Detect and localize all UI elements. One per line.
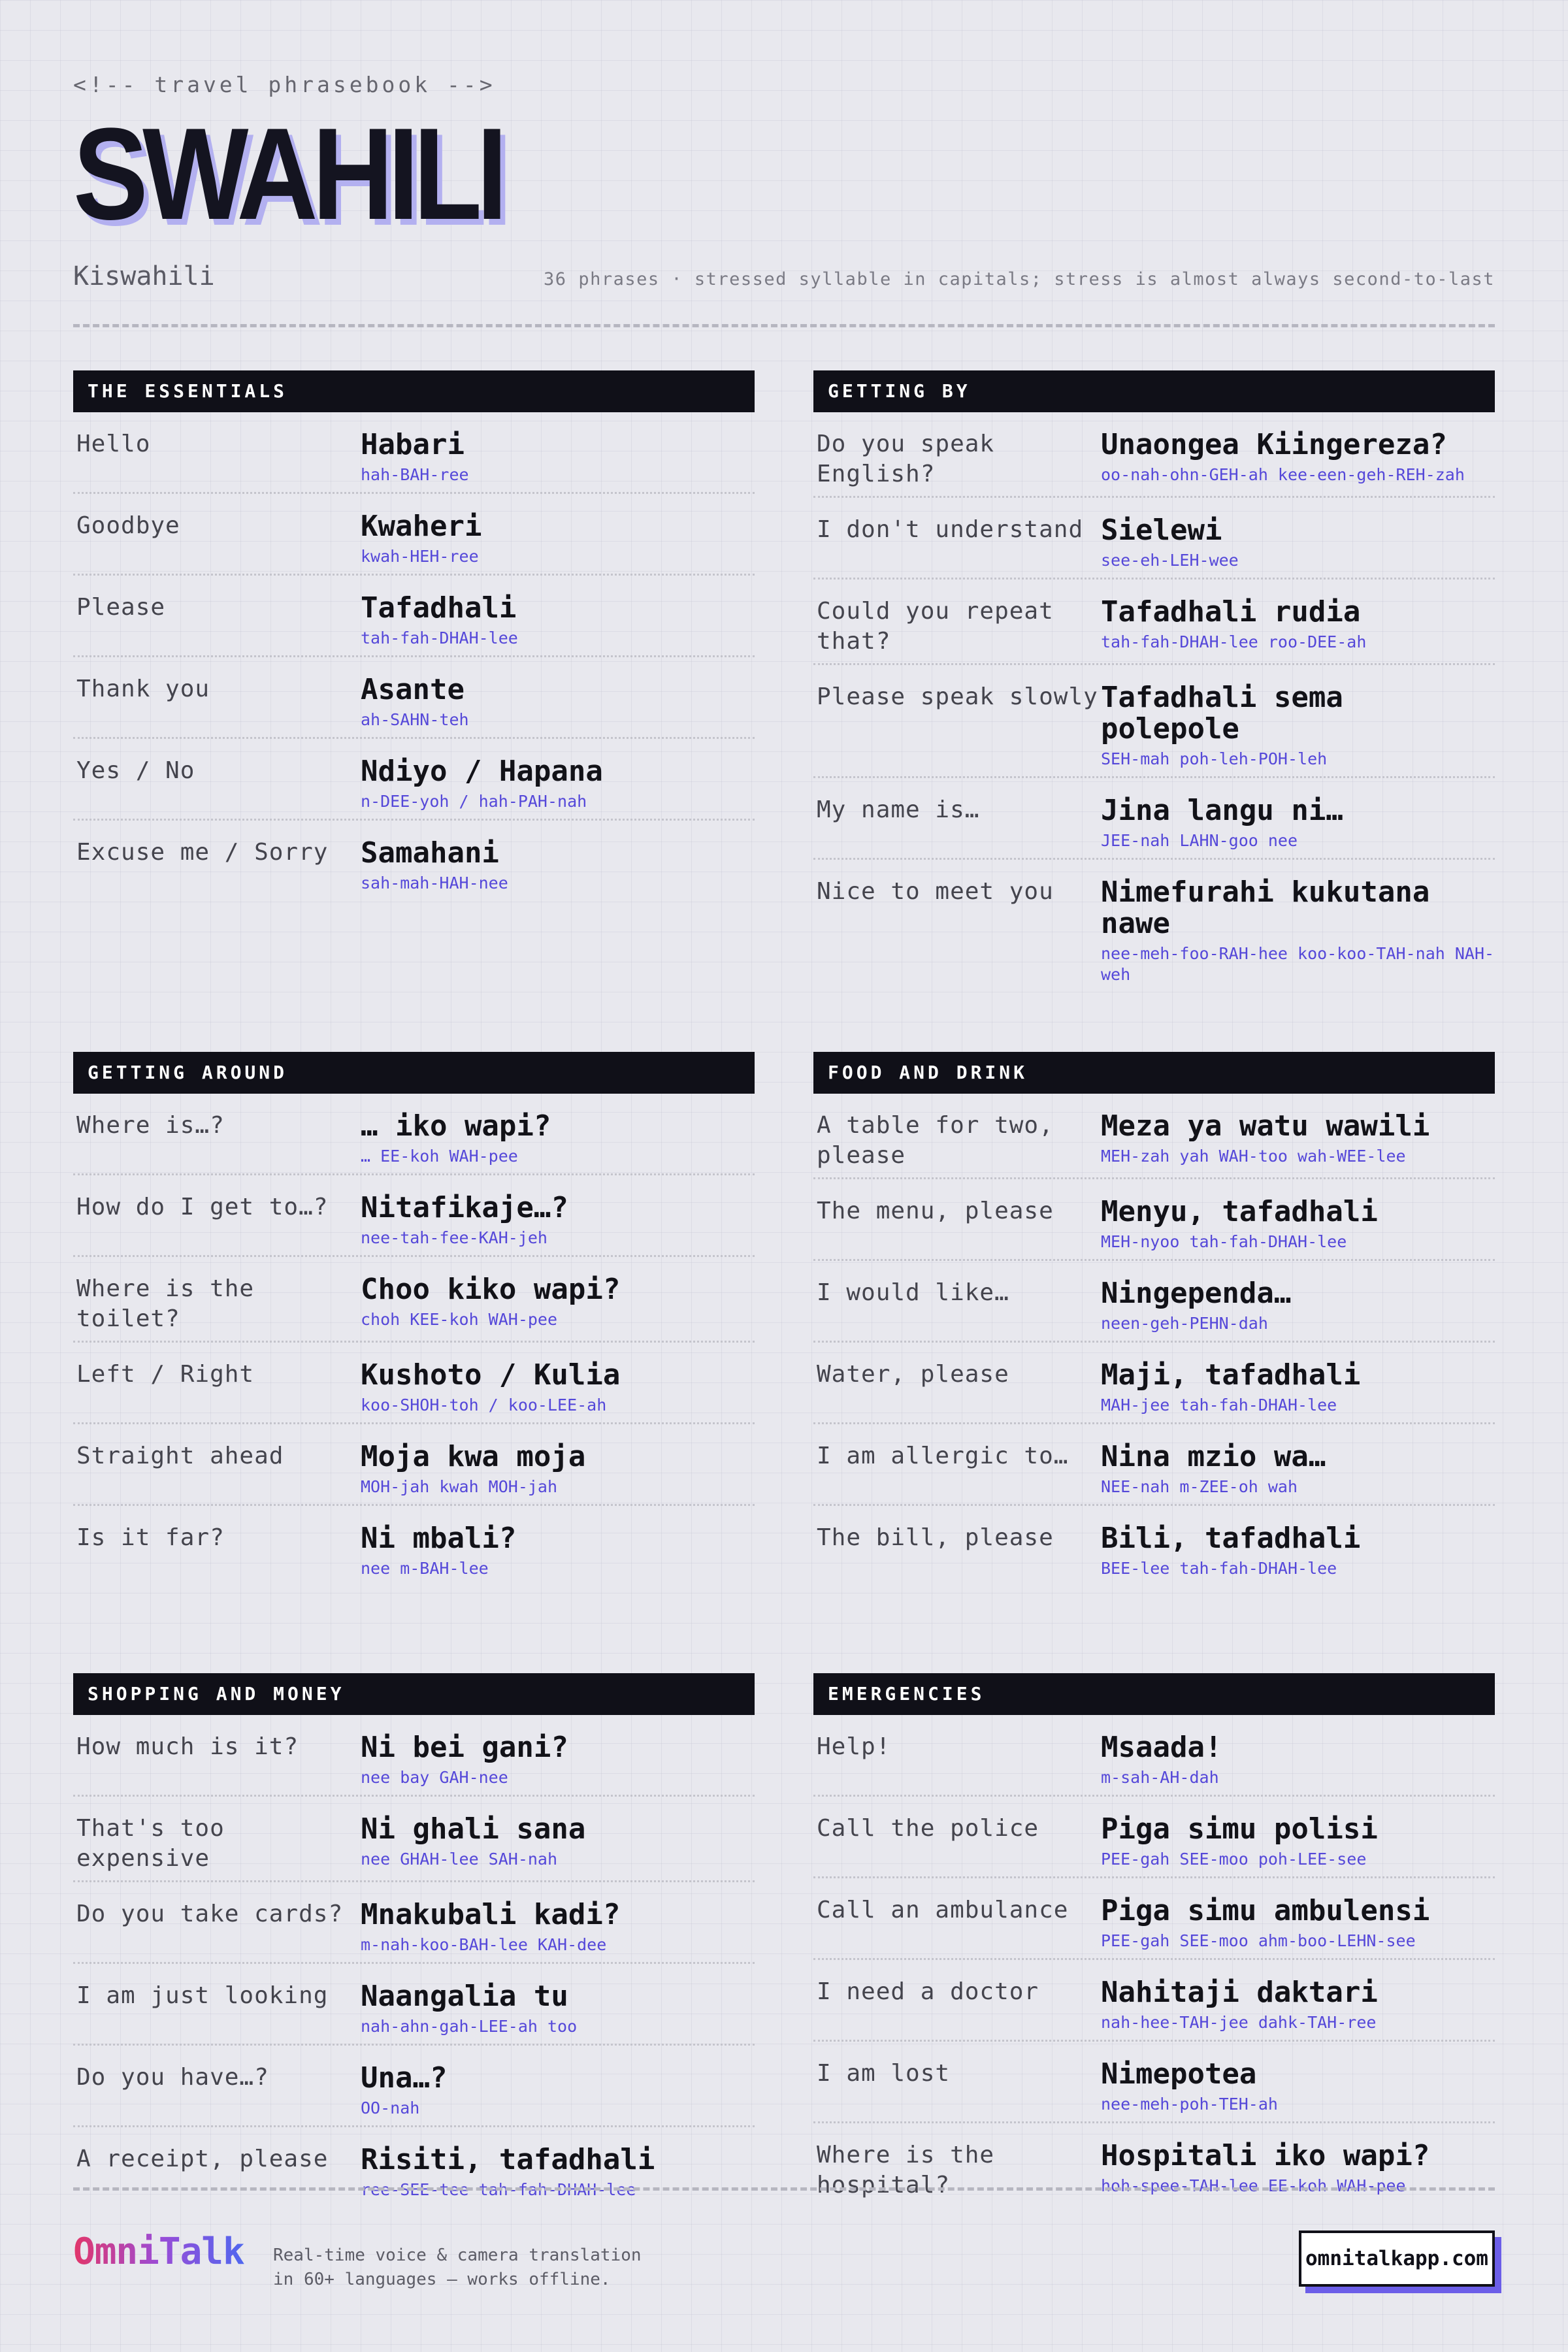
- phrase-list: [73, 1715, 755, 2207]
- swahili-block: [1101, 1360, 1495, 1416]
- swahili-phrase: Samahani: [361, 836, 499, 870]
- swahili-phrase: Tafadhali rudia: [1101, 595, 1361, 629]
- swahili-block: [361, 1192, 755, 1249]
- section-getting-around: [73, 1052, 755, 1586]
- pronunciation: JEE-nah LAHN-goo nee: [1101, 831, 1298, 850]
- swahili-phrase: Naangalia tu: [361, 1980, 568, 2013]
- english-phrase: A receipt, please: [76, 2146, 329, 2172]
- swahili-block: [1101, 682, 1495, 770]
- english-phrase: I need a doctor: [817, 1978, 1039, 2005]
- english-phrase: Where is…?: [76, 1112, 225, 1139]
- phrase-row: [813, 1797, 1495, 1878]
- pronunciation: nee m-BAH-lee: [361, 1559, 489, 1578]
- swahili-phrase: Ni bei gani?: [361, 1731, 568, 1764]
- phrase-row: [813, 1343, 1495, 1424]
- phrase-list: [813, 1094, 1495, 1586]
- section-essentials: [73, 370, 755, 900]
- english-phrase: I am allergic to…: [817, 1443, 1069, 1469]
- english-phrase: Help!: [817, 1733, 891, 1760]
- swahili-block: [1101, 1895, 1495, 1952]
- swahili-phrase: Maji, tafadhali: [1101, 1358, 1361, 1392]
- pronunciation: tah-fah-DHAH-lee: [361, 629, 518, 647]
- pronunciation: neen-geh-PEHN-dah: [1101, 1314, 1268, 1333]
- phrase-row: [813, 1715, 1495, 1797]
- swahili-block: [1101, 1732, 1495, 1788]
- phrase-row: [813, 1960, 1495, 2042]
- swahili-block: [361, 1814, 755, 1874]
- pronunciation: MEH-zah yah WAH-too wah-WEE-lee: [1101, 1147, 1406, 1166]
- pronunciation: NEE-nah m-ZEE-oh wah: [1101, 1477, 1298, 1496]
- swahili-block: [1101, 429, 1495, 489]
- swahili-block: [1101, 877, 1495, 985]
- pronunciation: oo-nah-ohn-GEH-ah kee-een-geh-REH-zah: [1101, 465, 1465, 484]
- english-phrase: Call an ambulance: [817, 1897, 1069, 1923]
- phrase-row: [73, 1964, 755, 2046]
- pronunciation: nah-ahn-gah-LEE-ah too: [361, 2017, 578, 2036]
- swahili-phrase: Sielewi: [1101, 514, 1222, 547]
- english-phrase: My name is…: [817, 796, 980, 823]
- pronunciation: SEH-mah poh-leh-POH-leh: [1101, 749, 1328, 768]
- pronunciation: m-sah-AH-dah: [1101, 1768, 1219, 1787]
- pronunciation: MOH-jah kwah MOH-jah: [361, 1477, 558, 1496]
- section-title: THE ESSENTIALS: [73, 370, 755, 412]
- swahili-phrase: Kushoto / Kulia: [361, 1358, 621, 1392]
- phrase-row: [73, 1094, 755, 1175]
- pronunciation: MEH-nyoo tah-fah-DHAH-lee: [1101, 1232, 1347, 1251]
- phrase-row: [73, 1882, 755, 1964]
- phrase-row: [73, 494, 755, 576]
- section-food-and-drink: [813, 1052, 1495, 1586]
- swahili-phrase: … iko wapi?: [361, 1109, 551, 1143]
- swahili-phrase: Ningependa…: [1101, 1277, 1292, 1310]
- english-phrase: Please speak slowly: [817, 683, 1098, 710]
- english-phrase: Do you have…?: [76, 2064, 269, 2091]
- pronunciation: MAH-jee tah-fah-DHAH-lee: [1101, 1396, 1337, 1414]
- phrase-row: [73, 1424, 755, 1506]
- swahili-phrase: Jina langu ni…: [1101, 794, 1343, 827]
- brand-logo: OmniTalk: [73, 2230, 244, 2273]
- swahili-block: [361, 511, 755, 567]
- pronunciation: nee-meh-foo-RAH-hee koo-koo-TAH-nah NAH-weh: [1101, 944, 1495, 984]
- swahili-block: [1101, 1814, 1495, 1870]
- pronunciation: … EE-koh WAH-pee: [361, 1147, 518, 1166]
- pronunciation: nee-meh-poh-TEH-ah: [1101, 2095, 1278, 2114]
- tagline-line-2: in 60+ languages — works offline.: [273, 2270, 611, 2289]
- url-box: [1299, 2230, 1495, 2287]
- pronunciation: nah-hee-TAH-jee dahk-TAH-ree: [1101, 2013, 1377, 2032]
- english-phrase: Where is the hospital?: [817, 2142, 995, 2198]
- swahili-block: [1101, 795, 1495, 851]
- section-getting-by: [813, 370, 1495, 992]
- phrase-row: [73, 2046, 755, 2127]
- phrase-row: [813, 1094, 1495, 1179]
- phrase-row: [813, 860, 1495, 992]
- swahili-phrase: Risiti, tafadhali: [361, 2143, 655, 2176]
- english-phrase: Do you take cards?: [76, 1901, 344, 1927]
- swahili-phrase: Meza ya watu wawili: [1101, 1109, 1430, 1143]
- english-phrase: Could you repeat that?: [817, 598, 1054, 655]
- phrase-row: [813, 2042, 1495, 2123]
- swahili-block: [361, 1441, 755, 1497]
- swahili-block: [361, 1523, 755, 1579]
- pronunciation: hoh-spee-TAH-lee EE-koh WAH-pee: [1101, 2176, 1406, 2195]
- swahili-phrase: Nimepotea: [1101, 2057, 1257, 2091]
- swahili-block: [1101, 1523, 1495, 1579]
- phrase-row: [813, 778, 1495, 860]
- phrase-row: [813, 1261, 1495, 1343]
- phrase-row: [73, 1343, 755, 1424]
- english-phrase: I would like…: [817, 1279, 1009, 1306]
- swahili-block: [361, 1732, 755, 1788]
- swahili-block: [361, 1274, 755, 1334]
- swahili-phrase: Ni ghali sana: [361, 1812, 586, 1846]
- english-phrase: How much is it?: [76, 1733, 299, 1760]
- swahili-block: [1101, 596, 1495, 657]
- pronunciation: tah-fah-DHAH-lee roo-DEE-ah: [1101, 632, 1367, 651]
- swahili-phrase: Nimefurahi kukutana nawe: [1101, 875, 1430, 940]
- swahili-block: [1101, 1196, 1495, 1252]
- phrase-row: [73, 576, 755, 657]
- section-title: FOOD AND DRINK: [813, 1052, 1495, 1094]
- swahili-block: [1101, 1977, 1495, 2033]
- swahili-block: [361, 1981, 755, 2037]
- pronunciation: m-nah-koo-BAH-lee KAH-dee: [361, 1935, 607, 1954]
- english-phrase: Call the police: [817, 1815, 1039, 1842]
- native-name: Kiswahili: [73, 261, 215, 291]
- phrase-row: [73, 1797, 755, 1882]
- english-phrase: Excuse me / Sorry: [76, 839, 329, 866]
- phrase-row: [73, 1175, 755, 1257]
- pronunciation: koo-SHOH-toh / koo-LEE-ah: [361, 1396, 607, 1414]
- page-title: SWAHILI: [73, 101, 502, 247]
- phrase-row: [813, 665, 1495, 778]
- pronunciation: PEE-gah SEE-moo ahm-boo-LEHN-see: [1101, 1931, 1416, 1950]
- page-header: [73, 72, 1495, 330]
- english-phrase: Please: [76, 594, 166, 621]
- swahili-phrase: Nitafikaje…?: [361, 1191, 568, 1224]
- header-divider: [73, 324, 1495, 327]
- swahili-phrase: Kwaheri: [361, 510, 482, 543]
- footer-divider: [73, 2187, 1495, 2191]
- swahili-block: [1101, 515, 1495, 571]
- english-phrase: Thank you: [76, 676, 210, 702]
- english-phrase: Straight ahead: [76, 1443, 284, 1469]
- swahili-phrase: Menyu, tafadhali: [1101, 1195, 1378, 1228]
- swahili-block: [361, 674, 755, 730]
- phrase-row: [73, 1257, 755, 1343]
- pronunciation: n-DEE-yoh / hah-PAH-nah: [361, 792, 587, 811]
- pronunciation: nee bay GAH-nee: [361, 1768, 508, 1787]
- english-phrase: Is it far?: [76, 1524, 225, 1551]
- phrase-list: [73, 1094, 755, 1586]
- phrase-row: [813, 412, 1495, 498]
- swahili-phrase: Hospitali iko wapi?: [1101, 2139, 1430, 2172]
- swahili-phrase: Habari: [361, 428, 465, 461]
- section-emergencies: [813, 1673, 1495, 2207]
- swahili-block: [361, 429, 755, 485]
- swahili-phrase: Bili, tafadhali: [1101, 1522, 1361, 1555]
- website-link[interactable]: omnitalkapp.com: [1299, 2230, 1495, 2287]
- pronunciation: nee GHAH-lee SAH-nah: [361, 1850, 558, 1869]
- phrase-row: [73, 739, 755, 821]
- brand-tagline: [273, 2244, 642, 2292]
- page-footer: [73, 2187, 1495, 2292]
- pronunciation: ah-SAHN-teh: [361, 710, 469, 729]
- english-phrase: That's too expensive: [76, 1815, 225, 1872]
- swahili-block: [361, 2063, 755, 2119]
- swahili-block: [1101, 1278, 1495, 1334]
- swahili-block: [1101, 1441, 1495, 1497]
- phrase-row: [813, 1424, 1495, 1506]
- pronunciation: ree-SEE-tee tah-fah-DHAH-lee: [361, 2180, 636, 2199]
- swahili-block: [361, 756, 755, 812]
- english-phrase: A table for two, please: [817, 1112, 1054, 1169]
- swahili-block: [1101, 1111, 1495, 1171]
- swahili-block: [361, 1360, 755, 1416]
- swahili-phrase: Mnakubali kadi?: [361, 1898, 621, 1931]
- phrase-row: [73, 1715, 755, 1797]
- section-title: GETTING BY: [813, 370, 1495, 412]
- swahili-phrase: Una…?: [361, 2061, 448, 2095]
- pronunciation: BEE-lee tah-fah-DHAH-lee: [1101, 1559, 1337, 1578]
- swahili-block: [361, 1111, 755, 1167]
- phrase-row: [813, 1506, 1495, 1586]
- english-phrase: I am just looking: [76, 1982, 329, 2009]
- phrase-row: [73, 412, 755, 494]
- phrase-meta: 36 phrases · stressed syllable in capitals; stress is almost always second-to-last: [544, 269, 1495, 289]
- swahili-block: [361, 593, 755, 649]
- swahili-phrase: Tafadhali sema polepole: [1101, 681, 1343, 745]
- english-phrase: Do you speak English?: [817, 431, 995, 487]
- swahili-block: [1101, 2059, 1495, 2115]
- section-title: EMERGENCIES: [813, 1673, 1495, 1715]
- swahili-block: [361, 838, 755, 894]
- phrasebook-page: [73, 0, 1495, 2352]
- swahili-phrase: Unaongea Kiingereza?: [1101, 428, 1447, 461]
- phrase-row: [73, 657, 755, 739]
- phrase-list: [813, 1715, 1495, 2207]
- english-phrase: Hello: [76, 431, 151, 457]
- swahili-phrase: Ndiyo / Hapana: [361, 755, 603, 788]
- pronunciation: nee-tah-fee-KAH-jeh: [361, 1228, 547, 1247]
- english-phrase: Left / Right: [76, 1361, 255, 1388]
- section-shopping-and-money: [73, 1673, 755, 2207]
- swahili-phrase: Nina mzio wa…: [1101, 1440, 1326, 1473]
- pronunciation: PEE-gah SEE-moo poh-LEE-see: [1101, 1850, 1367, 1869]
- pronunciation: kwah-HEH-ree: [361, 547, 479, 566]
- english-phrase: The menu, please: [817, 1198, 1054, 1224]
- section-title: SHOPPING AND MONEY: [73, 1673, 755, 1715]
- english-phrase: Where is the toilet?: [76, 1275, 255, 1332]
- phrase-row: [813, 498, 1495, 580]
- phrase-row: [73, 821, 755, 900]
- pronunciation: choh KEE-koh WAH-pee: [361, 1310, 558, 1329]
- swahili-phrase: Piga simu polisi: [1101, 1812, 1378, 1846]
- english-phrase: Goodbye: [76, 512, 180, 539]
- phrase-list: [73, 412, 755, 900]
- pronunciation: hah-BAH-ree: [361, 465, 469, 484]
- english-phrase: Yes / No: [76, 757, 195, 784]
- english-phrase: I am lost: [817, 2060, 951, 2087]
- english-phrase: How do I get to…?: [76, 1194, 329, 1220]
- phrase-row: [813, 1878, 1495, 1960]
- swahili-block: [361, 1899, 755, 1955]
- section-title: GETTING AROUND: [73, 1052, 755, 1094]
- pronunciation: OO-nah: [361, 2099, 420, 2117]
- english-phrase: Water, please: [817, 1361, 1009, 1388]
- swahili-phrase: Choo kiko wapi?: [361, 1273, 621, 1306]
- swahili-phrase: Asante: [361, 673, 465, 706]
- swahili-phrase: Tafadhali: [361, 591, 517, 625]
- english-phrase: I don't understand: [817, 516, 1084, 543]
- english-phrase: Nice to meet you: [817, 878, 1054, 905]
- swahili-phrase: Moja kwa moja: [361, 1440, 586, 1473]
- phrase-row: [813, 1179, 1495, 1261]
- swahili-phrase: Nahitaji daktari: [1101, 1976, 1378, 2009]
- tagline-line-1: Real-time voice & camera translation: [273, 2246, 642, 2265]
- header-comment: <!-- travel phrasebook -->: [73, 72, 496, 97]
- swahili-phrase: Piga simu ambulensi: [1101, 1894, 1430, 1927]
- english-phrase: The bill, please: [817, 1524, 1054, 1551]
- phrase-row: [813, 580, 1495, 665]
- phrase-list: [813, 412, 1495, 992]
- swahili-phrase: Ni mbali?: [361, 1522, 517, 1555]
- pronunciation: see-eh-LEH-wee: [1101, 551, 1239, 570]
- pronunciation: sah-mah-HAH-nee: [361, 874, 508, 892]
- phrase-row: [73, 1506, 755, 1586]
- swahili-phrase: Msaada!: [1101, 1731, 1222, 1764]
